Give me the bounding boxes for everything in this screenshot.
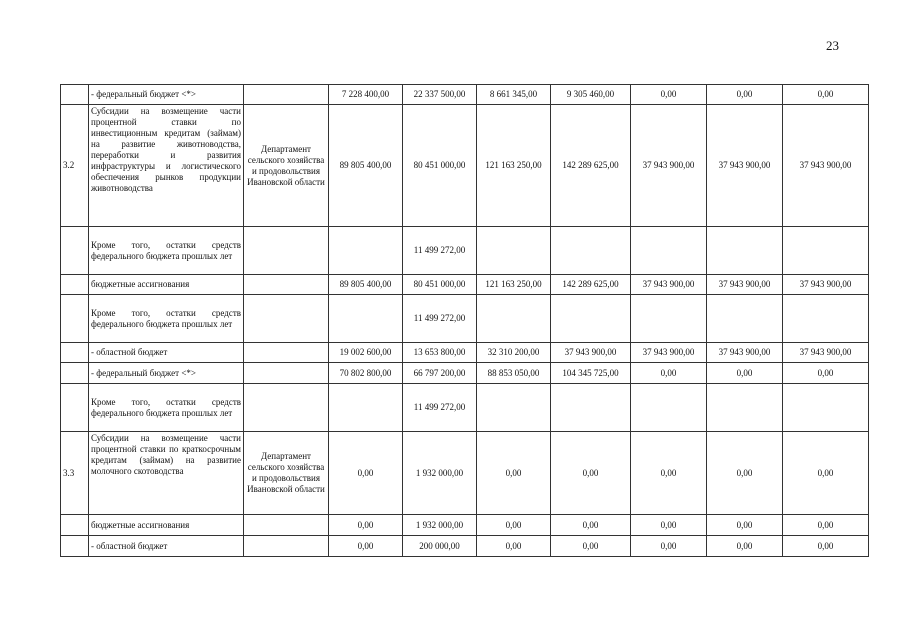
value-cell: 89 805 400,00 (329, 105, 403, 227)
value-cell: 0,00 (783, 515, 869, 536)
value-cell: 142 289 625,00 (551, 275, 631, 295)
value-cell: 89 805 400,00 (329, 275, 403, 295)
value-cell: 11 499 272,00 (403, 295, 477, 343)
table-row (61, 85, 869, 105)
row-name-cell: - федеральный бюджет <*> (89, 85, 244, 105)
value-cell: 0,00 (707, 85, 783, 105)
value-cell: 19 002 600,00 (329, 343, 403, 363)
row-number-cell (61, 384, 89, 432)
value-cell: 37 943 900,00 (707, 105, 783, 227)
table-row (61, 295, 869, 343)
value-cell (551, 384, 631, 432)
row-name-cell: Кроме того, остатки средств федерального бюджета прошлых лет (89, 295, 244, 343)
row-number-cell (61, 536, 89, 557)
value-cell: 0,00 (477, 432, 551, 515)
value-cell: 37 943 900,00 (631, 105, 707, 227)
row-number-cell (61, 227, 89, 275)
row-executor-cell (244, 295, 329, 343)
value-cell: 37 943 900,00 (707, 275, 783, 295)
value-cell: 0,00 (329, 515, 403, 536)
value-cell (783, 384, 869, 432)
table-row (61, 384, 869, 432)
value-cell: 37 943 900,00 (631, 275, 707, 295)
row-number-cell: 3.2 (61, 105, 89, 227)
value-cell: 8 661 345,00 (477, 85, 551, 105)
value-cell (783, 227, 869, 275)
row-number-cell (61, 343, 89, 363)
value-cell: 121 163 250,00 (477, 275, 551, 295)
value-cell: 37 943 900,00 (783, 275, 869, 295)
row-name-cell: бюджетные ассигнования (89, 515, 244, 536)
value-cell (551, 227, 631, 275)
value-cell: 9 305 460,00 (551, 85, 631, 105)
value-cell: 0,00 (707, 515, 783, 536)
table-row (61, 515, 869, 536)
row-executor-cell (244, 536, 329, 557)
row-number-cell (61, 275, 89, 295)
value-cell: 1 932 000,00 (403, 432, 477, 515)
value-cell: 104 345 725,00 (551, 363, 631, 384)
value-cell: 37 943 900,00 (707, 343, 783, 363)
value-cell: 0,00 (329, 432, 403, 515)
value-cell: 37 943 900,00 (783, 105, 869, 227)
value-cell: 11 499 272,00 (403, 384, 477, 432)
table-row (61, 363, 869, 384)
value-cell (707, 227, 783, 275)
value-cell (329, 227, 403, 275)
row-executor-cell (244, 275, 329, 295)
page-number: 23 (826, 38, 839, 53)
row-name-cell: - федеральный бюджет <*> (89, 363, 244, 384)
row-number-cell (61, 363, 89, 384)
value-cell (631, 227, 707, 275)
value-cell (477, 384, 551, 432)
value-cell: 80 451 000,00 (403, 105, 477, 227)
value-cell: 142 289 625,00 (551, 105, 631, 227)
value-cell: 0,00 (707, 432, 783, 515)
value-cell (329, 384, 403, 432)
value-cell (631, 384, 707, 432)
value-cell: 0,00 (329, 536, 403, 557)
value-cell (477, 227, 551, 275)
row-executor-cell (244, 85, 329, 105)
value-cell: 0,00 (551, 432, 631, 515)
value-cell: 0,00 (783, 363, 869, 384)
value-cell: 200 000,00 (403, 536, 477, 557)
row-number-cell (61, 85, 89, 105)
value-cell: 13 653 800,00 (403, 343, 477, 363)
row-number-cell: 3.3 (61, 432, 89, 515)
value-cell: 0,00 (707, 363, 783, 384)
value-cell: 66 797 200,00 (403, 363, 477, 384)
row-executor-cell (244, 227, 329, 275)
value-cell (551, 295, 631, 343)
value-cell: 0,00 (551, 515, 631, 536)
row-name-cell: Кроме того, остатки средств федерального бюджета прошлых лет (89, 384, 244, 432)
value-cell: 70 802 800,00 (329, 363, 403, 384)
value-cell: 0,00 (477, 536, 551, 557)
budget-table (60, 84, 869, 557)
value-cell: 121 163 250,00 (477, 105, 551, 227)
value-cell (477, 295, 551, 343)
value-cell: 0,00 (477, 515, 551, 536)
value-cell (631, 295, 707, 343)
value-cell: 0,00 (631, 363, 707, 384)
value-cell: 7 228 400,00 (329, 85, 403, 105)
row-executor-cell (244, 384, 329, 432)
table-row (61, 343, 869, 363)
row-name-cell: - областной бюджет (89, 343, 244, 363)
value-cell: 0,00 (551, 536, 631, 557)
value-cell (707, 384, 783, 432)
value-cell: 37 943 900,00 (631, 343, 707, 363)
row-name-cell: бюджетные ассигнования (89, 275, 244, 295)
row-executor-cell (244, 363, 329, 384)
value-cell: 0,00 (631, 432, 707, 515)
value-cell: 0,00 (631, 85, 707, 105)
row-number-cell (61, 295, 89, 343)
value-cell: 0,00 (783, 85, 869, 105)
value-cell: 1 932 000,00 (403, 515, 477, 536)
value-cell (329, 295, 403, 343)
value-cell: 0,00 (783, 536, 869, 557)
row-executor-cell (244, 515, 329, 536)
row-executor-cell: Департамент сельского хозяйства и продовольствия Ивановской области (244, 105, 329, 227)
row-executor-cell (244, 343, 329, 363)
value-cell: 37 943 900,00 (783, 343, 869, 363)
table-row (61, 227, 869, 275)
row-number-cell (61, 515, 89, 536)
value-cell: 0,00 (707, 536, 783, 557)
table-row (61, 432, 869, 515)
value-cell: 80 451 000,00 (403, 275, 477, 295)
value-cell: 0,00 (631, 515, 707, 536)
row-name-cell: Субсидии на возмещение части процентной ставки по краткосрочным кредитам (займам) на развитие молочного скотоводства (89, 432, 244, 515)
value-cell (783, 295, 869, 343)
table-row (61, 105, 869, 227)
row-executor-cell: Департамент сельского хозяйства и продовольствия Ивановской области (244, 432, 329, 515)
value-cell: 22 337 500,00 (403, 85, 477, 105)
value-cell: 37 943 900,00 (551, 343, 631, 363)
value-cell (707, 295, 783, 343)
value-cell: 0,00 (783, 432, 869, 515)
row-name-cell: Кроме того, остатки средств федерального бюджета прошлых лет (89, 227, 244, 275)
value-cell: 0,00 (631, 536, 707, 557)
row-name-cell: Субсидии на возмещение части процентной ставки по инвестиционным кредитам (займам) на развитие животноводства, переработки и развития инфраструктуры и логистического обеспечения рынков продукции животноводства (89, 105, 244, 227)
value-cell: 11 499 272,00 (403, 227, 477, 275)
value-cell: 88 853 050,00 (477, 363, 551, 384)
table-row (61, 275, 869, 295)
row-name-cell: - областной бюджет (89, 536, 244, 557)
value-cell: 32 310 200,00 (477, 343, 551, 363)
table-row (61, 536, 869, 557)
